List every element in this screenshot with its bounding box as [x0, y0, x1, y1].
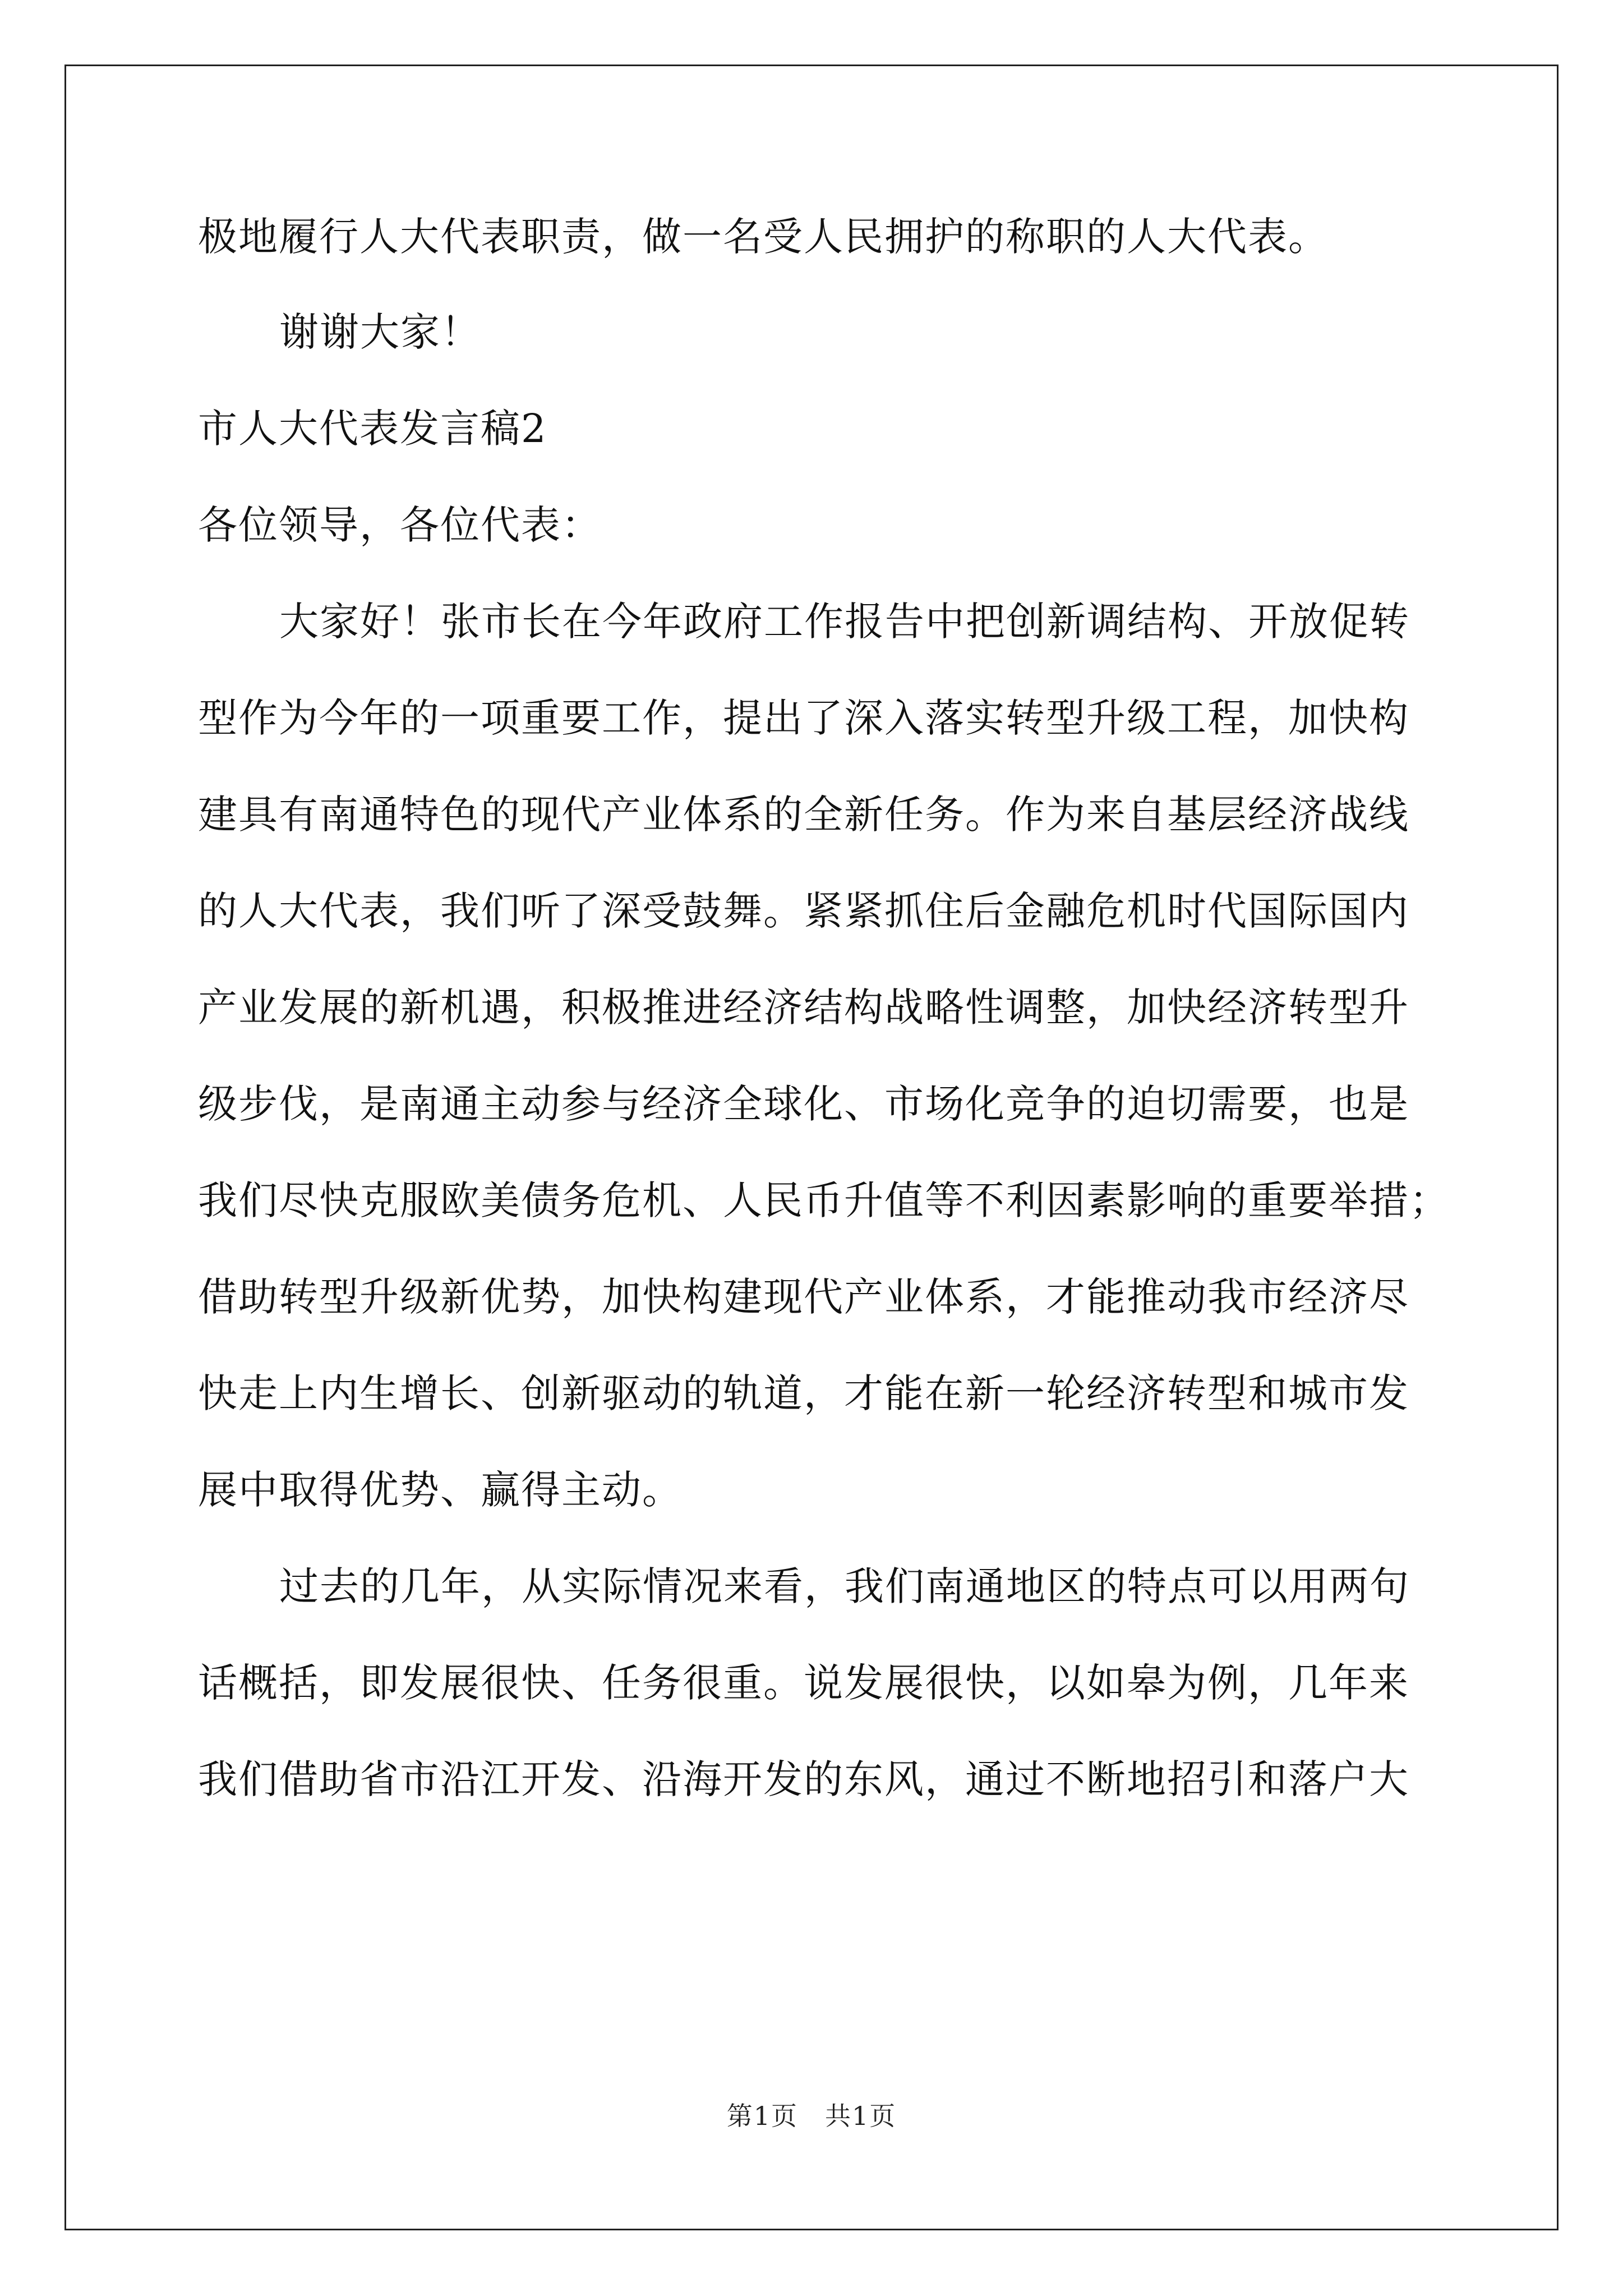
paragraph-line: 极地履行人大代表职责，做一名受人民拥护的称职的人大代表。	[198, 214, 1329, 260]
paragraph-line: 型作为今年的一项重要工作，提出了深入落实转型升级工程，加快构	[198, 695, 1409, 741]
paragraph-line: 借助转型升级新优势，加快构建现代产业体系，才能推动我市经济尽	[198, 1274, 1409, 1320]
paragraph-line: 快走上内生增长、创新驱动的轨道，才能在新一轮经济转型和城市发	[198, 1370, 1409, 1416]
paragraph-line: 过去的几年，从实际情况来看，我们南通地区的特点可以用两句	[279, 1563, 1410, 1609]
salutation: 各位领导，各位代表：	[198, 502, 602, 548]
page-border	[64, 65, 1559, 2230]
paragraph-line: 我们借助省市沿江开发、沿海开发的东风，通过不断地招引和落户大	[198, 1756, 1409, 1802]
paragraph-line: 我们尽快克服欧美债务危机、人民币升值等不利因素影响的重要举措；	[198, 1177, 1450, 1223]
paragraph-line: 展中取得优势、赢得主动。	[198, 1467, 683, 1513]
page-number-footer: 第1页 共1页	[726, 2101, 897, 2131]
paragraph-line: 话概括，即发展很快、任务很重。说发展很快，以如皋为例，几年来	[198, 1660, 1409, 1706]
closing-line: 谢谢大家！	[279, 309, 481, 355]
paragraph-line: 产业发展的新机遇，积极推进经济结构战略性调整，加快经济转型升	[198, 984, 1409, 1030]
section-title: 市人大代表发言稿2	[198, 406, 547, 452]
paragraph-line: 建具有南通特色的现代产业体系的全新任务。作为来自基层经济战线	[198, 792, 1409, 838]
paragraph-line: 级步伐，是南通主动参与经济全球化、市场化竞争的迫切需要，也是	[198, 1081, 1409, 1127]
paragraph-line: 的人大代表，我们听了深受鼓舞。紧紧抓住后金融危机时代国际国内	[198, 888, 1409, 934]
paragraph-line: 大家好！张市长在今年政府工作报告中把创新调结构、开放促转	[279, 599, 1410, 645]
